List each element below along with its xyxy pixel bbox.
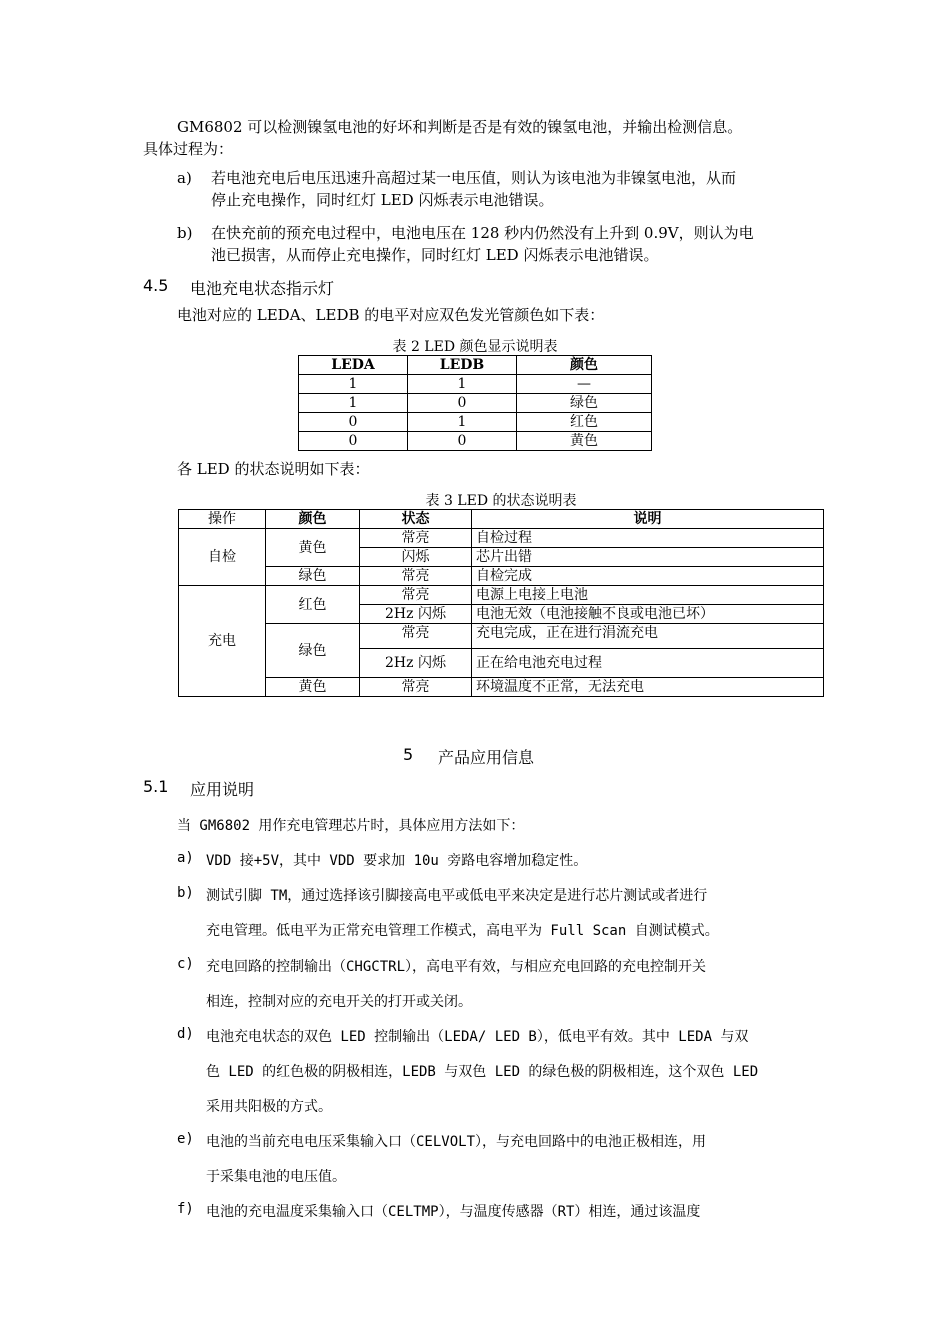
- table-cell: —: [517, 375, 652, 394]
- table-row: [179, 529, 824, 548]
- app-d-line-1: 电池充电状态的双色 LED 控制输出（LEDA/ LED B），低电平有效。其中 LEDA 与双: [206, 1029, 749, 1045]
- table-2-header: LEDA: [299, 356, 408, 375]
- desc-cell: 自检完成: [472, 567, 824, 586]
- check-a-label: a): [177, 169, 192, 187]
- table-2-header: 颜色: [517, 356, 652, 375]
- desc-cell: 正在给电池充电过程: [472, 649, 824, 678]
- table-cell: 1: [299, 394, 408, 413]
- table-3: [178, 509, 824, 697]
- table-3-header: 说明: [472, 510, 824, 529]
- table-3-header: 操作: [179, 510, 266, 529]
- desc-cell: 芯片出错: [472, 548, 824, 567]
- section-4-5-number: 4.5: [143, 276, 169, 295]
- color-cell: 绿色: [266, 624, 360, 678]
- app-d-line-3: 采用共阳极的方式。: [206, 1099, 332, 1115]
- intro-line-2: 具体过程为：: [143, 140, 234, 158]
- table-cell: 黄色: [517, 432, 652, 451]
- app-a-line-1: VDD 接+5V，其中 VDD 要求加 10u 旁路电容增加稳定性。: [206, 853, 588, 869]
- table-row: [179, 567, 824, 586]
- table-3-intro: 各 LED 的状态说明如下表：: [177, 460, 370, 478]
- state-cell: 2Hz 闪烁: [360, 605, 472, 624]
- color-cell: 绿色: [266, 567, 360, 586]
- desc-cell: 充电完成，正在进行涓流充电: [472, 624, 824, 649]
- table-2-header: LEDB: [408, 356, 517, 375]
- table-3-header: 颜色: [266, 510, 360, 529]
- desc-cell: 环境温度不正常，无法充电: [472, 678, 824, 697]
- table-cell: 1: [299, 375, 408, 394]
- table-row: [299, 394, 652, 413]
- app-f-line-1: 电池的充电温度采集输入口（CELTMP），与温度传感器（RT）相连，通过该温度: [206, 1204, 701, 1220]
- check-b-line-1: 在快充前的预充电过程中，电池电压在 128 秒内仍然没有上升到 0.9V，则认为电: [211, 224, 754, 242]
- desc-cell: 电池无效（电池接触不良或电池已坏）: [472, 605, 824, 624]
- app-c-label: c): [177, 956, 194, 972]
- table-row: [299, 413, 652, 432]
- color-cell: 红色: [266, 586, 360, 624]
- app-f-label: f): [177, 1201, 194, 1217]
- table-row: [299, 375, 652, 394]
- table-cell: 0: [299, 413, 408, 432]
- app-b-line-2: 充电管理。低电平为正常充电管理工作模式，高电平为 Full Scan 自测试模式。: [206, 923, 719, 939]
- app-e-line-1: 电池的当前充电电压采集输入口（CELVOLT），与充电回路中的电池正极相连，用: [206, 1134, 706, 1150]
- table-3-header: 状态: [360, 510, 472, 529]
- operation-cell: 充电: [179, 586, 266, 697]
- color-cell: 黄色: [266, 529, 360, 567]
- table-row: [179, 586, 824, 605]
- table-cell: 1: [408, 413, 517, 432]
- app-b-label: b): [177, 885, 194, 901]
- app-a-label: a): [177, 850, 194, 866]
- table-cell: 绿色: [517, 394, 652, 413]
- section-4-5-desc: 电池对应的 LEDA、LEDB 的电平对应双色发光管颜色如下表：: [177, 306, 605, 324]
- table-cell: 0: [408, 432, 517, 451]
- state-cell: 常亮: [360, 529, 472, 548]
- table-2: [298, 355, 652, 451]
- app-c-line-2: 相连，控制对应的充电开关的打开或关闭。: [206, 994, 472, 1010]
- app-d-line-2: 色 LED 的红色极的阴极相连，LEDB 与双色 LED 的绿色极的阴极相连，这个双色 LED: [206, 1064, 759, 1080]
- state-cell: 常亮: [360, 586, 472, 605]
- color-cell: 黄色: [266, 678, 360, 697]
- check-a-line-2: 停止充电操作，同时红灯 LED 闪烁表示电池错误。: [211, 191, 554, 209]
- table-cell: 0: [299, 432, 408, 451]
- table-row: [299, 432, 652, 451]
- app-b-line-1: 测试引脚 TM，通过选择该引脚接高电平或低电平来决定是进行芯片测试或者进行: [206, 888, 708, 904]
- app-e-line-2: 于采集电池的电压值。: [206, 1169, 346, 1185]
- state-cell: 闪烁: [360, 548, 472, 567]
- table-2-caption: 表 2 LED 颜色显示说明表: [392, 339, 558, 355]
- check-b-line-2: 池已损害，从而停止充电操作，同时红灯 LED 闪烁表示电池错误。: [211, 246, 659, 264]
- section-5-number: 5: [403, 745, 414, 764]
- table-row: [179, 678, 824, 697]
- table-cell: 0: [408, 394, 517, 413]
- check-b-label: b): [177, 224, 193, 242]
- table-row: [179, 624, 824, 649]
- section-5-1-title: 应用说明: [190, 780, 255, 799]
- table-3-caption: 表 3 LED 的状态说明表: [425, 493, 577, 509]
- intro-line-1: GM6802 可以检测镍氢电池的好坏和判断是否是有效的镍氢电池，并输出检测信息。: [177, 118, 743, 136]
- table-cell: 红色: [517, 413, 652, 432]
- table-cell: 1: [408, 375, 517, 394]
- check-a-line-1: 若电池充电后电压迅速升高超过某一电压值，则认为该电池为非镍氢电池，从而: [211, 169, 737, 187]
- section-5-title: 产品应用信息: [438, 748, 535, 767]
- app-e-label: e): [177, 1131, 194, 1147]
- desc-cell: 电源上电接上电池: [472, 586, 824, 605]
- state-cell: 常亮: [360, 678, 472, 697]
- desc-cell: 自检过程: [472, 529, 824, 548]
- state-cell: 常亮: [360, 567, 472, 586]
- state-cell: 2Hz 闪烁: [360, 649, 472, 678]
- section-4-5-title: 电池充电状态指示灯: [190, 279, 335, 298]
- state-cell: 常亮: [360, 624, 472, 649]
- operation-cell: 自检: [179, 529, 266, 586]
- app-d-label: d): [177, 1026, 194, 1042]
- section-5-1-number: 5.1: [143, 777, 169, 796]
- app-intro: 当 GM6802 用作充电管理芯片时，具体应用方法如下：: [177, 818, 525, 834]
- app-c-line-1: 充电回路的控制输出（CHGCTRL），高电平有效，与相应充电回路的充电控制开关: [206, 959, 706, 975]
